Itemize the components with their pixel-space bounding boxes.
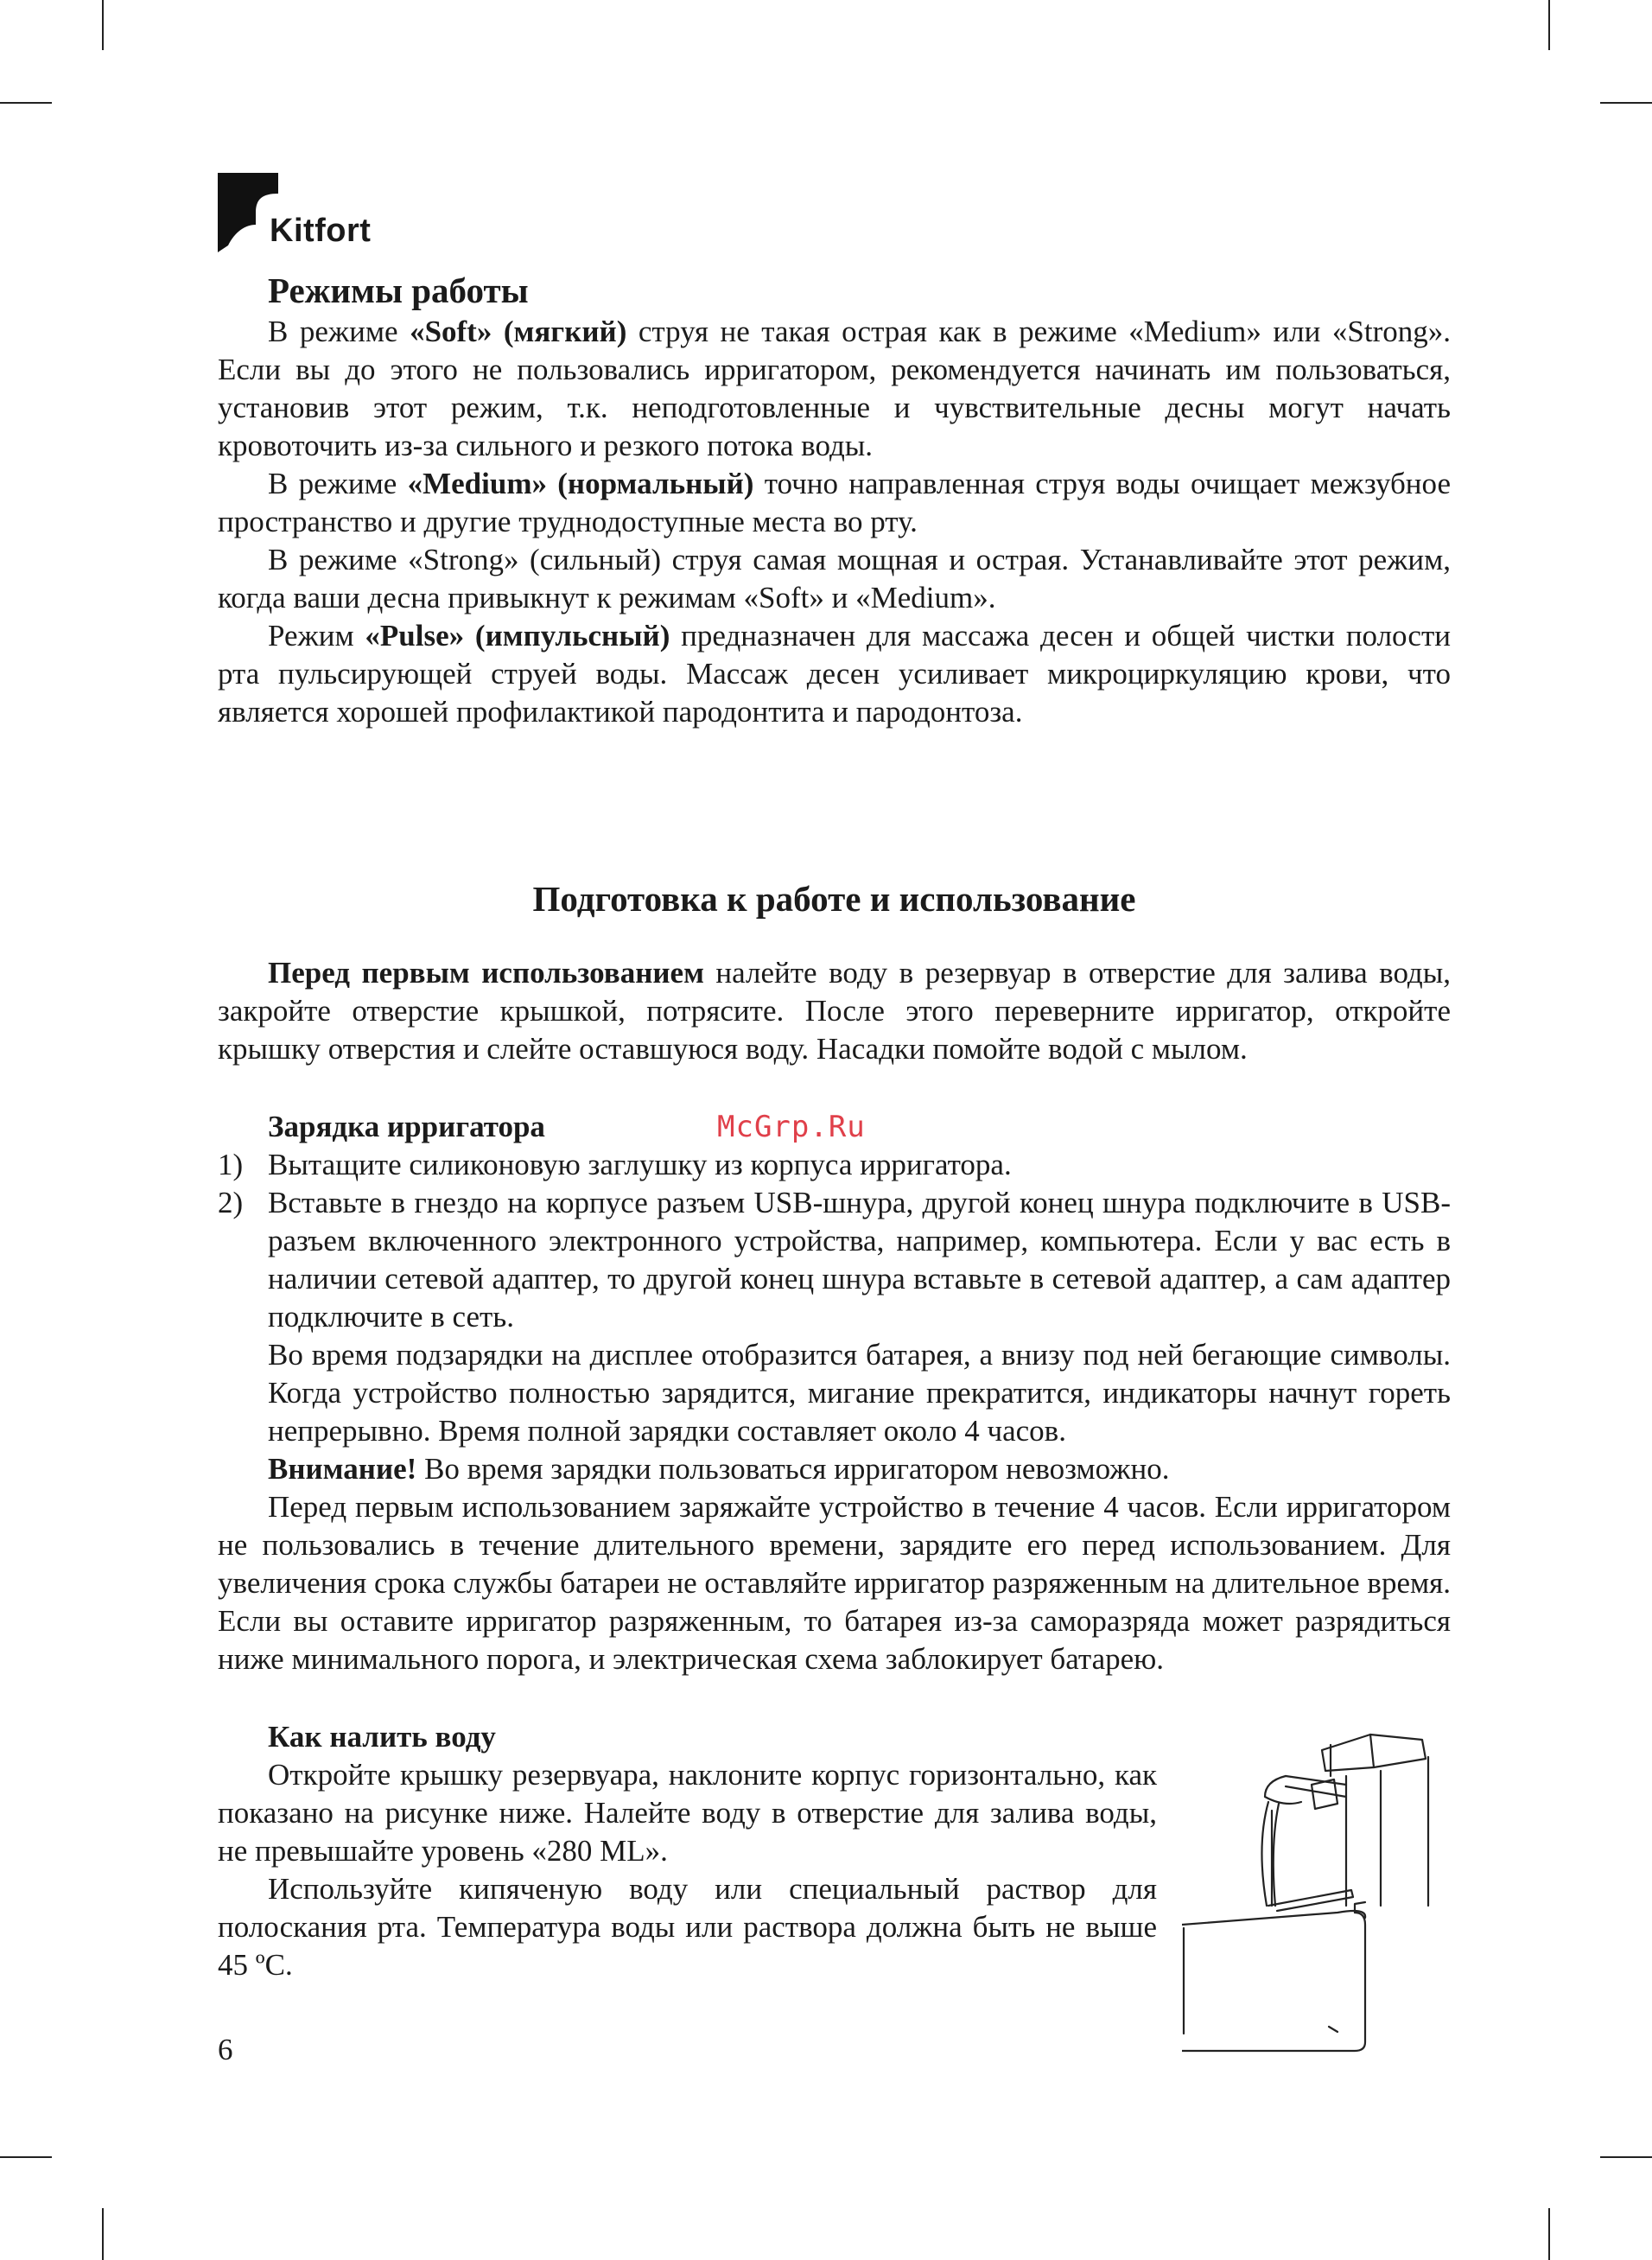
subsection-title-water: Как налить воду: [268, 1720, 496, 1754]
crop-mark: [0, 2156, 52, 2158]
brand-name: Kitfort: [270, 213, 372, 249]
paragraph-pulse: [218, 617, 1451, 731]
paragraph-battery: Перед первым использованием заряжайте устройство в течение 4 часов. Если ирригатором не пользовались в течение длительного времени, зарядите его перед использованием. Для увеличения срока службы батареи не оставляйте ирригатор разряженным на длительное время. Если вы оставите ирригатор разряженным, то батарея из-за саморазряда может разрядиться ниже минимального порога, и электрическая схема заблокирует батарею.: [218, 1490, 1451, 1676]
list-item: [218, 1146, 1451, 1184]
paragraph-water-1: Откройте крышку резервуара, наклоните корпус горизонтально, как показано на рисунке ниже. Налейте воду в отверстие для залива воды, не превышайте уровень «280 ML».: [218, 1758, 1157, 1868]
text: предназначен для массажа десен и общей чистки полости рта пульсирующей струей воды. Массаж десен усиливает микроциркуляцию крови, что является хорошей профилактикой пародонтита и пародонтоза.: [218, 619, 1451, 729]
bold-text: «Medium» (нормальный): [407, 467, 754, 500]
text: налейте воду в резервуар в отверстие для залива воды, закройте отверстие крышкой, потрясите. После этого переверните ирригатор, откройте крышку отверстия и слейте оставшуюся воду. Насадки помойте водой с мылом.: [218, 956, 1452, 1066]
warning-text: [268, 1450, 1451, 1488]
crop-mark: [1600, 2156, 1652, 2158]
list-item: [218, 1184, 1451, 1488]
bold-text: Перед первым использованием: [268, 956, 704, 990]
paragraph-strong: В режиме «Strong» (сильный) струя самая мощная и острая. Устанавливайте этот режим, когда ваши десна привыкнут к режимам «Soft» и «Medium».: [218, 543, 1451, 614]
text: Во время зарядки пользоваться ирригатором невозможно.: [416, 1452, 1170, 1486]
bold-text: «Soft» (мягкий): [410, 315, 627, 348]
crop-mark: [102, 2208, 104, 2260]
list-text: Вытащите силиконовую заглушку из корпуса ирригатора.: [268, 1148, 1012, 1181]
text: Режим: [268, 619, 365, 653]
charging-note: Во время подзарядки на дисплее отобразится батарея, а внизу под ней бегающие символы. Когда устройство полностью зарядится, мигание прекратится, индикаторы начнут гореть непрерывно. Время полной зарядки составляет около 4 часов.: [268, 1338, 1451, 1448]
faucet-filling-illustration: [1182, 1733, 1441, 2053]
page-content: [218, 268, 1451, 1984]
list-number: 2): [218, 1186, 244, 1219]
crop-mark: [0, 102, 52, 104]
page-number: 6: [218, 2033, 233, 2066]
crop-mark: [1600, 102, 1652, 104]
watermark: McGrp.Ru: [717, 1110, 866, 1144]
text: В режиме: [268, 315, 410, 348]
text: В режиме: [268, 467, 408, 500]
text: струя не такая острая как в режиме «Medium» или «Strong». Если вы до этого не пользовались ирригатором, рекомендуется начинать им пользоваться, установив этот режим, т.к. неподготовленные и чувствительные десны могут начать кровоточить из-за сильного и резкого потока воды.: [218, 315, 1451, 462]
section-title-preparation: Подготовка к работе и использование: [532, 879, 1136, 919]
section-title-modes: Режимы работы: [268, 271, 529, 310]
crop-mark: [1548, 0, 1550, 50]
subsection-title-text: Зарядка ирригатора: [268, 1110, 545, 1143]
paragraph-medium: [218, 465, 1451, 541]
list-number: 1): [218, 1148, 244, 1181]
kitfort-logo: [218, 173, 391, 252]
bold-text: «Pulse» (импульсный): [365, 619, 670, 653]
paragraph-water-2: Используйте кипяченую воду или специальный раствор для полоскания рта. Температура воды или раствора должна быть не выше 45 ºС.: [218, 1872, 1157, 1982]
paragraph-first-use: [218, 954, 1451, 1068]
bold-text: Внимание!: [268, 1452, 417, 1486]
text: точно направленная струя воды очищает межзубное пространство и другие труднодоступные места во рту.: [218, 467, 1451, 538]
paragraph-soft: [218, 313, 1451, 465]
crop-mark: [1548, 2208, 1550, 2260]
list-text: Вставьте в гнездо на корпусе разъем USB-шнура, другой конец шнура подключите в USB-разъем включенного электронного устройства, например, компьютера. Если у вас есть в наличии сетевой адаптер, то другой конец шнура вставьте в сетевой адаптер, а сам адаптер подключите в сеть.: [268, 1186, 1451, 1334]
crop-mark: [102, 0, 104, 50]
subsection-title-charging: [218, 1108, 1451, 1146]
charging-steps: [218, 1146, 1451, 1488]
